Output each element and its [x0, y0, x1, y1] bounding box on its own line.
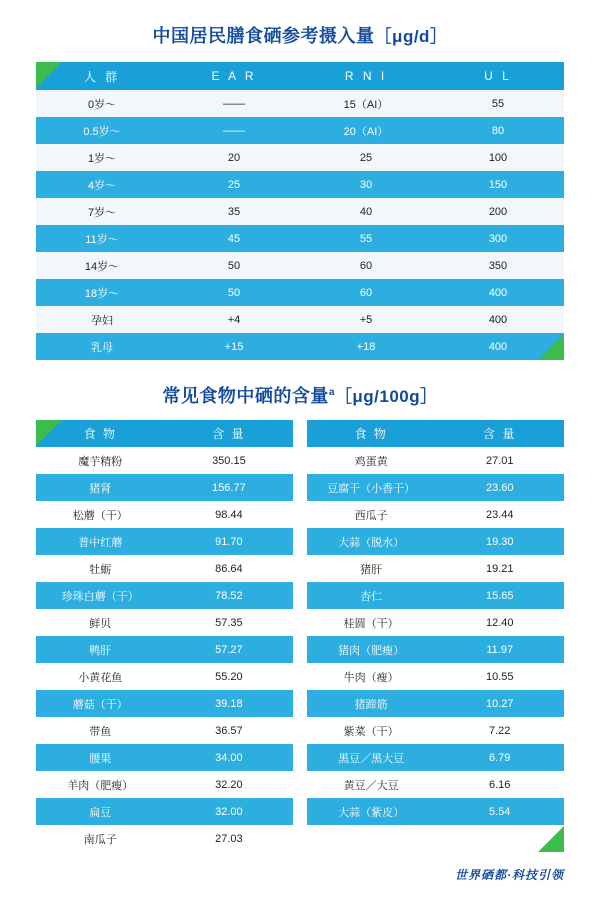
- intake-table-wrapper: [36, 62, 564, 360]
- cell-selenium-content: 91.70: [165, 528, 294, 555]
- cell-group: 14岁～: [36, 252, 168, 279]
- corner-triangle-bottom-right-icon: [538, 334, 564, 360]
- cell-food-name: 大蒜（脱水）: [307, 528, 436, 555]
- section-2-title-main: 常见食物中硒的含量: [162, 386, 329, 406]
- cell-value: ——: [168, 90, 300, 117]
- corner-triangle-bottom-right-icon-2: [538, 826, 564, 852]
- cell-selenium-content: 10.27: [435, 690, 564, 717]
- table-row: [36, 474, 293, 501]
- table-header-row: [36, 62, 564, 90]
- food-table-left-column: [36, 420, 293, 852]
- cell-value: 350: [432, 252, 564, 279]
- cell-value: 400: [432, 333, 564, 360]
- cell-value: 100: [432, 144, 564, 171]
- table-row: [36, 771, 293, 798]
- table-row: [36, 636, 293, 663]
- cell-food-name: 鸭肝: [36, 636, 165, 663]
- section-1-title-unit: ［μg/d］: [374, 27, 448, 46]
- cell-food-name: 珍珠白蘑（干）: [36, 582, 165, 609]
- table-row: [36, 198, 564, 225]
- table-row: [36, 717, 293, 744]
- cell-food-name: 紫菜（干）: [307, 717, 436, 744]
- col-header-content-right: 含 量: [435, 420, 564, 447]
- col-header-food-right: 食 物: [307, 420, 436, 447]
- cell-selenium-content: 57.27: [165, 636, 294, 663]
- table-row: [36, 555, 293, 582]
- table-row: [307, 474, 564, 501]
- cell-selenium-content: 15.65: [435, 582, 564, 609]
- table-row: [307, 447, 564, 474]
- cell-value: +5: [300, 306, 432, 333]
- cell-selenium-content: 23.44: [435, 501, 564, 528]
- cell-group: 18岁～: [36, 279, 168, 306]
- cell-food-name: 猪蹄筋: [307, 690, 436, 717]
- section-1-title: [0, 0, 600, 62]
- cell-food-name: 松蘑（干）: [36, 501, 165, 528]
- cell-group: 11岁～: [36, 225, 168, 252]
- cell-value: 50: [168, 252, 300, 279]
- table-row: [307, 582, 564, 609]
- table-row: [36, 252, 564, 279]
- cell-food-name: 黄豆／大豆: [307, 771, 436, 798]
- cell-value: 25: [168, 171, 300, 198]
- cell-selenium-content: 7.22: [435, 717, 564, 744]
- cell-value: ——: [168, 117, 300, 144]
- cell-value: 60: [300, 279, 432, 306]
- cell-group: 0.5岁～: [36, 117, 168, 144]
- cell-food-name: 牛肉（瘦）: [307, 663, 436, 690]
- col-header-group: 人 群: [36, 62, 168, 90]
- cell-food-name: 牡蛎: [36, 555, 165, 582]
- cell-selenium-content: 11.97: [435, 636, 564, 663]
- cell-selenium-content: 23.60: [435, 474, 564, 501]
- food-table-right: [307, 420, 564, 825]
- table-row: [36, 501, 293, 528]
- cell-value: 60: [300, 252, 432, 279]
- table-row: [307, 501, 564, 528]
- cell-value: 35: [168, 198, 300, 225]
- cell-food-name: 猪肾: [36, 474, 165, 501]
- cell-value: 20: [168, 144, 300, 171]
- cell-food-name: 扁豆: [36, 798, 165, 825]
- table-row: [36, 744, 293, 771]
- cell-selenium-content: 57.35: [165, 609, 294, 636]
- table-row: [36, 609, 293, 636]
- corner-triangle-top-left-icon-2: [36, 420, 62, 446]
- table-row: [36, 690, 293, 717]
- cell-group: 乳母: [36, 333, 168, 360]
- cell-food-name: 杏仁: [307, 582, 436, 609]
- cell-value: 400: [432, 279, 564, 306]
- cell-food-name: 蘑菇（干）: [36, 690, 165, 717]
- table-header-row: [307, 420, 564, 447]
- cell-value: 200: [432, 198, 564, 225]
- cell-selenium-content: 36.57: [165, 717, 294, 744]
- table-row: [307, 744, 564, 771]
- cell-food-name: 羊肉（肥瘦）: [36, 771, 165, 798]
- table-row: [36, 117, 564, 144]
- cell-value: 15（AI）: [300, 90, 432, 117]
- cell-value: 45: [168, 225, 300, 252]
- cell-selenium-content: 19.21: [435, 555, 564, 582]
- table-row: [36, 663, 293, 690]
- cell-value: 25: [300, 144, 432, 171]
- cell-value: 400: [432, 306, 564, 333]
- cell-food-name: 小黄花鱼: [36, 663, 165, 690]
- table-row: [36, 798, 293, 825]
- table-row: [36, 279, 564, 306]
- col-header-ear: E A R: [168, 62, 300, 90]
- cell-value: +18: [300, 333, 432, 360]
- food-table-left: [36, 420, 293, 852]
- cell-food-name: 西瓜子: [307, 501, 436, 528]
- cell-selenium-content: 27.03: [165, 825, 294, 852]
- cell-food-name: 桂圆（干）: [307, 609, 436, 636]
- table-row: [307, 663, 564, 690]
- cell-food-name: 南瓜子: [36, 825, 165, 852]
- section-2-title: [0, 360, 600, 420]
- cell-value: 20（AI）: [300, 117, 432, 144]
- table-row: [307, 555, 564, 582]
- table-row: [307, 609, 564, 636]
- cell-food-name: 魔芋精粉: [36, 447, 165, 474]
- cell-food-name: 鸡蛋黄: [307, 447, 436, 474]
- col-header-content-left: 含 量: [165, 420, 294, 447]
- footer-slogan: 世界硒都·科技引领: [455, 868, 564, 882]
- cell-selenium-content: 156.77: [165, 474, 294, 501]
- table-header-row: [36, 420, 293, 447]
- section-2-title-unit: ［μg/100g］: [334, 387, 438, 406]
- cell-food-name: 带鱼: [36, 717, 165, 744]
- cell-selenium-content: 34.00: [165, 744, 294, 771]
- cell-food-name: 腰果: [36, 744, 165, 771]
- cell-selenium-content: 6.16: [435, 771, 564, 798]
- cell-value: +4: [168, 306, 300, 333]
- cell-selenium-content: 350.15: [165, 447, 294, 474]
- cell-selenium-content: 27.01: [435, 447, 564, 474]
- cell-food-name: 猪肝: [307, 555, 436, 582]
- food-table-right-column: [307, 420, 564, 852]
- cell-value: 150: [432, 171, 564, 198]
- table-row: [307, 690, 564, 717]
- col-header-ul: U L: [432, 62, 564, 90]
- cell-value: 55: [300, 225, 432, 252]
- table-row: [36, 825, 293, 852]
- cell-selenium-content: 86.64: [165, 555, 294, 582]
- cell-food-name: 大蒜（紫皮）: [307, 798, 436, 825]
- cell-value: 300: [432, 225, 564, 252]
- table-row: [36, 447, 293, 474]
- cell-group: 7岁～: [36, 198, 168, 225]
- cell-selenium-content: 10.55: [435, 663, 564, 690]
- col-header-rni: R N I: [300, 62, 432, 90]
- cell-food-name: 猪肉（肥瘦）: [307, 636, 436, 663]
- table-row: [36, 171, 564, 198]
- cell-value: +15: [168, 333, 300, 360]
- cell-group: 0岁～: [36, 90, 168, 117]
- cell-group: 4岁～: [36, 171, 168, 198]
- table-row: [36, 225, 564, 252]
- cell-selenium-content: 98.44: [165, 501, 294, 528]
- cell-group: 1岁～: [36, 144, 168, 171]
- cell-value: 80: [432, 117, 564, 144]
- cell-group: 孕妇: [36, 306, 168, 333]
- cell-food-name: 普中红蘑: [36, 528, 165, 555]
- cell-selenium-content: 12.40: [435, 609, 564, 636]
- cell-value: 30: [300, 171, 432, 198]
- table-row: [36, 90, 564, 117]
- col-header-food-left: 食 物: [36, 420, 165, 447]
- cell-value: 55: [432, 90, 564, 117]
- table-row: [307, 771, 564, 798]
- table-row: [36, 306, 564, 333]
- cell-selenium-content: 78.52: [165, 582, 294, 609]
- cell-selenium-content: 19.30: [435, 528, 564, 555]
- section-2-title-superscript: a: [328, 387, 335, 398]
- cell-selenium-content: 55.20: [165, 663, 294, 690]
- cell-selenium-content: 5.54: [435, 798, 564, 825]
- cell-food-name: 黑豆／黑大豆: [307, 744, 436, 771]
- cell-value: 40: [300, 198, 432, 225]
- cell-selenium-content: 39.18: [165, 690, 294, 717]
- table-row: [36, 333, 564, 360]
- corner-triangle-top-left-icon: [36, 62, 62, 88]
- cell-food-name: 鲜贝: [36, 609, 165, 636]
- column-divider: [293, 420, 307, 852]
- table-row: [307, 717, 564, 744]
- section-1-title-main: 中国居民膳食硒参考摄入量: [152, 26, 375, 46]
- cell-food-name: 豆腐干（小香干）: [307, 474, 436, 501]
- table-row: [307, 528, 564, 555]
- table-row: [36, 144, 564, 171]
- cell-selenium-content: 32.00: [165, 798, 294, 825]
- table-row: [36, 528, 293, 555]
- table-row: [36, 582, 293, 609]
- cell-selenium-content: 32.20: [165, 771, 294, 798]
- food-table-wrapper: [36, 420, 564, 852]
- table-row: [307, 636, 564, 663]
- table-row: [307, 798, 564, 825]
- cell-value: 50: [168, 279, 300, 306]
- cell-selenium-content: 6.79: [435, 744, 564, 771]
- intake-table: [36, 62, 564, 360]
